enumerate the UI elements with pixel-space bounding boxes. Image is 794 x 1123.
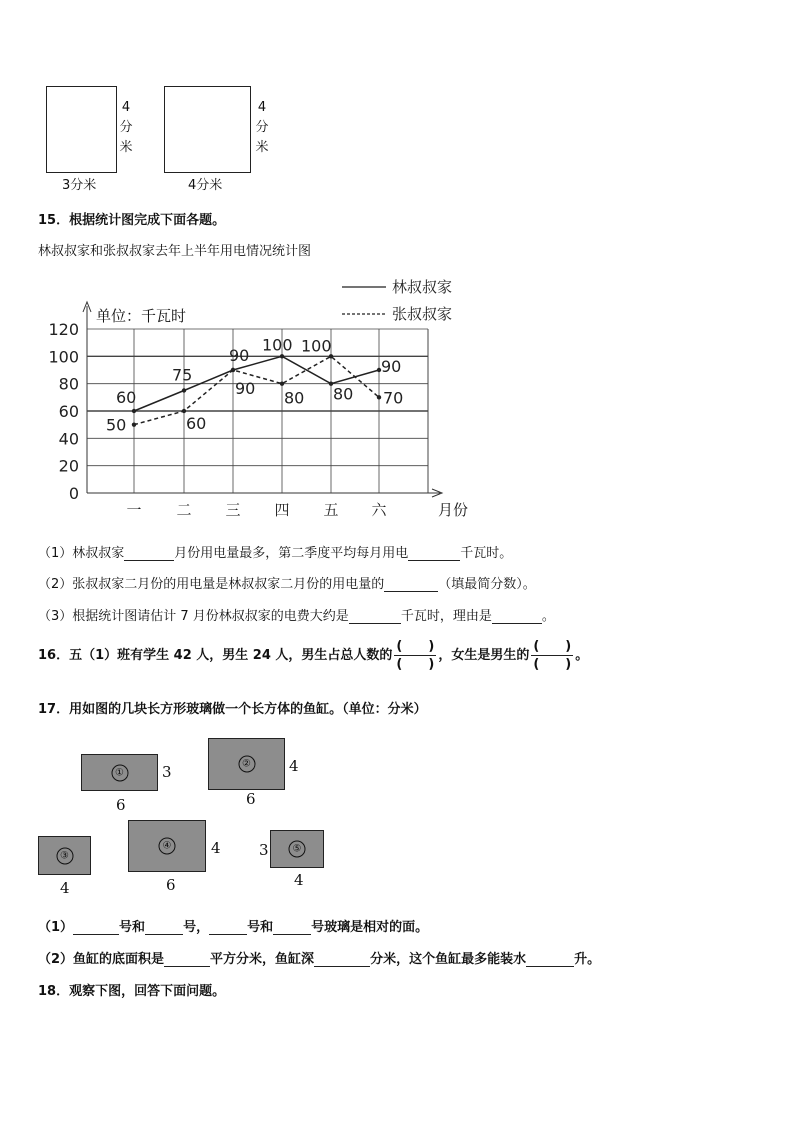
q15-part1-blank-2[interactable] (408, 546, 460, 561)
q15-part2-blank[interactable] (384, 577, 438, 592)
y-tick-60: 60 (58, 402, 79, 421)
q17-part1-text-e: 号玻璃是相对的面。 (311, 920, 429, 935)
line-chart (30, 270, 480, 525)
q17-part2-blank-3[interactable] (526, 952, 574, 967)
glass-4-width: 6 (166, 876, 176, 894)
q16-fraction-2-denominator: ( ) (533, 657, 572, 672)
y-tick-20: 20 (58, 456, 79, 476)
q16-text-b: ，女生是男生的 (438, 648, 530, 663)
q17-part2-text-c: 分米，这个鱼缸最多能装水 (370, 952, 527, 967)
q17-part1-text-a: （1） (38, 920, 74, 935)
q16-fraction-1-numerator: ( ) (396, 639, 435, 654)
chart-unit-label: 单位：千瓦时 (96, 307, 187, 325)
q15-part3-text-c: 。 (541, 609, 555, 624)
chart-x-label: 月份 (438, 501, 469, 519)
q15-part1 (38, 542, 512, 561)
q16-fraction-2-numerator: ( ) (533, 639, 572, 654)
series-2-label-5: 100 (301, 336, 332, 356)
series-2-label-2: 60 (186, 414, 207, 433)
glass-2-width: 6 (246, 790, 256, 808)
q15-part1-blank-1[interactable] (124, 546, 174, 561)
q15-part2 (38, 573, 536, 592)
rectangle-2-bottom-label: 4分米 (188, 178, 223, 193)
series-1-label-1: 60 (116, 388, 137, 407)
series-2-point-4 (280, 381, 284, 385)
series-2-point-2 (182, 409, 186, 413)
x-category-6: 六 (371, 501, 387, 519)
q15-part1-text-c: 千瓦时。 (460, 546, 513, 561)
q18-title: 18．观察下图，回答下面问题。 (38, 984, 226, 999)
y-tick-0: 0 (68, 484, 79, 503)
glass-2 (208, 738, 285, 790)
glass-4 (128, 820, 206, 872)
q17-part2-text-a: （2）鱼缸的底面积是 (38, 952, 165, 967)
series-1-label-4: 100 (262, 335, 293, 355)
x-category-2: 二 (176, 501, 192, 519)
q16-text-a: 16．五（1）班有学生 42 人，男生 24 人，男生占总人数的 (38, 648, 393, 663)
q15-part1-text-a: （1）林叔叔家 (38, 546, 125, 561)
glass-1-height: 3 (162, 763, 172, 781)
glass-1-width: 6 (116, 796, 126, 814)
chart-y-ticks (48, 320, 79, 503)
series-2-label-1: 50 (106, 415, 127, 435)
glass-5-number: ⑤ (289, 841, 306, 858)
series-2-label-4: 80 (284, 388, 305, 408)
legend-label-1: 林叔叔家 (392, 278, 453, 296)
series-2-point-3 (231, 368, 235, 372)
q17-part1-text-d: 号和 (247, 920, 274, 935)
glass-3-number: ③ (56, 847, 73, 864)
q17-part1-blank-3[interactable] (209, 920, 247, 935)
q15-part3-text-b: 千瓦时，理由是 (400, 609, 492, 624)
legend-label-2: 张叔叔家 (392, 305, 453, 323)
y-tick-80: 80 (58, 374, 79, 394)
q15-part3-blank-1[interactable] (349, 609, 401, 624)
q16-fraction-2[interactable] (531, 638, 573, 673)
glass-1 (81, 754, 158, 791)
q16-fraction-1-denominator: ( ) (396, 657, 435, 672)
glass-1-number: ① (111, 764, 128, 781)
y-tick-120: 120 (48, 320, 79, 339)
q17-title: 17．用如图的几块长方形玻璃做一个长方体的鱼缸。（单位：分米） (38, 702, 427, 717)
series-2-point-1 (132, 422, 136, 426)
series-1-label-5: 80 (333, 384, 354, 404)
x-category-4: 四 (274, 501, 290, 519)
q15-part3-text-a: （3）根据统计图请估计 7 月份林叔叔家的电费大约是 (38, 609, 349, 624)
series-2-label-3: 90 (235, 379, 256, 398)
q17-part1-blank-2[interactable] (145, 920, 183, 935)
x-category-3: 三 (225, 501, 241, 519)
glass-3 (38, 836, 91, 875)
series-1-point-4 (280, 354, 284, 358)
series-1-label-2: 75 (172, 365, 193, 385)
y-tick-100: 100 (48, 347, 79, 367)
glass-5-height: 3 (259, 841, 269, 859)
series-1-point-2 (182, 388, 186, 392)
rectangle-2-side-label: 4 分 米 (255, 100, 269, 155)
rectangle-1-bottom-label: 3分米 (62, 178, 97, 193)
q15-part2-text-a: （2）张叔叔家二月份的用电量是林叔叔家二月份的用电量的 (38, 577, 385, 592)
rectangle-2 (164, 86, 251, 173)
series-1-point-1 (132, 409, 136, 413)
q17-part1 (38, 916, 428, 935)
q15-part2-text-b: （填最简分数）。 (438, 577, 536, 592)
q17-part2-blank-1[interactable] (164, 952, 210, 967)
q17-part2 (38, 948, 600, 967)
q17-part2-text-d: 升。 (574, 952, 601, 967)
series-2-point-6 (377, 395, 381, 399)
q17-part2-blank-2[interactable] (314, 952, 370, 967)
x-category-1: 一 (126, 501, 142, 519)
q15-title: 15．根据统计图完成下面各题。 (38, 213, 226, 228)
glass-2-number: ② (238, 756, 255, 773)
rectangle-1-side-label: 4 分 米 (119, 100, 133, 155)
q17-part1-text-b: 号和 (119, 920, 146, 935)
glass-2-height: 4 (289, 757, 299, 775)
glass-4-height: 4 (211, 839, 221, 857)
q17-part2-text-b: 平方分米，鱼缸深 (210, 952, 315, 967)
rectangle-1 (46, 86, 117, 173)
chart-legend (342, 278, 452, 323)
glass-3-width: 4 (60, 879, 70, 897)
q15-part1-text-b: 月份用电量最多，第二季度平均每月用电 (174, 546, 409, 561)
q17-part1-blank-4[interactable] (273, 920, 311, 935)
series-1-label-3: 90 (229, 346, 250, 365)
glass-5-width: 4 (294, 871, 304, 889)
q16-fraction-1[interactable] (394, 638, 436, 673)
q15-part3 (38, 605, 555, 624)
series-1-label-6: 90 (381, 357, 402, 376)
q17-part1-blank-1[interactable] (73, 920, 119, 935)
q16-text-c: 。 (575, 648, 589, 663)
glass-5 (270, 830, 324, 868)
y-tick-40: 40 (58, 429, 79, 449)
glass-4-number: ④ (159, 838, 176, 855)
q15-part3-blank-2[interactable] (492, 609, 542, 624)
series-2-label-6: 70 (383, 388, 404, 408)
x-category-5: 五 (323, 501, 339, 519)
chart-title: 林叔叔家和张叔叔家去年上半年用电情况统计图 (38, 244, 312, 259)
q16 (38, 636, 588, 676)
q17-part1-text-c: 号， (183, 920, 210, 935)
chart-x-categories (126, 501, 387, 519)
